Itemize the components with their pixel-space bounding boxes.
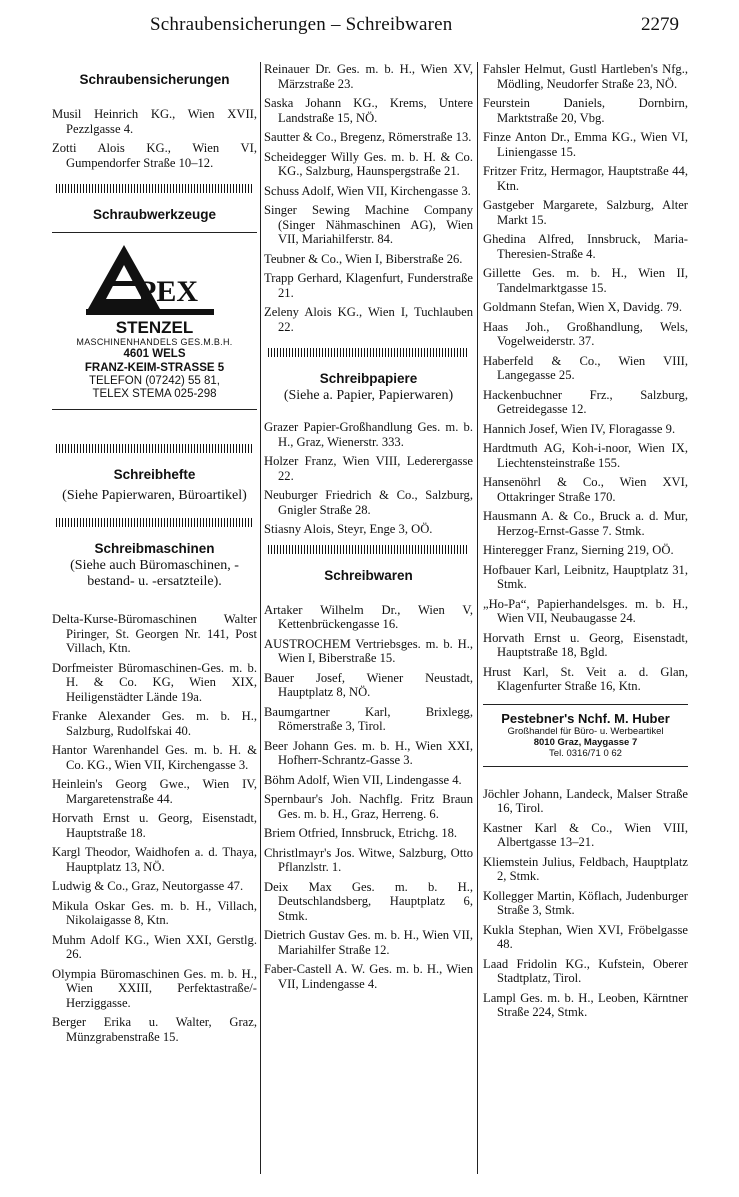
listing-entry: Muhm Adolf KG., Wien XXI, Gerstlg. 26. (52, 932, 257, 961)
section-heading-schreibwaren: Schreibwaren (324, 567, 413, 583)
listing-entry: Lampl Ges. m. b. H., Leoben, Kärntner Straße 224, Stmk. (483, 990, 688, 1019)
listing-entry: Haberfeld & Co., Wien VIII, Langegasse 25. (483, 353, 688, 382)
section-heading-schreibhefte: Schreibhefte (113, 467, 196, 482)
listing-entry: Hofbauer Karl, Leibnitz, Hauptplatz 31, Stmk. (483, 562, 688, 591)
section-separator (56, 444, 253, 453)
listing-entry: Beer Johann Ges. m. b. H., Wien XXI, Hofherr-Schrantz-Gasse 3. (264, 738, 473, 767)
listing-entry: Berger Erika u. Walter, Graz, Münzgrabenstraße 15. (52, 1015, 257, 1044)
section-separator (56, 518, 253, 527)
listing-entry: Zeleny Alois KG., Wien I, Tuchlauben 22. (264, 305, 473, 334)
listing-entry: Mikula Oskar Ges. m. b. H., Villach, Nikolaigasse 8, Ktn. (52, 898, 257, 927)
apex-telex: TELEX STEMA 025-298 (92, 388, 217, 400)
apex-phone: TELEFON (07242) 55 81, (88, 375, 221, 387)
listing-entry: Baumgartner Karl, Brixlegg, Römerstraße 3, Tirol. (264, 704, 473, 733)
listing-entry: Schuss Adolf, Wien VII, Kirchengasse 3. (264, 183, 471, 198)
listing-entry: Horvath Ernst u. Georg, Eisenstadt, Hauptstraße 18. (52, 811, 257, 840)
listing-entry: Scheidegger Willy Ges. m. b. H. & Co. KG., Salzburg, Haunspergstraße 21. (264, 149, 473, 178)
listing-entry: „Ho-Pa“, Papierhandelsges. m. b. H., Wien VII, Neubaugasse 24. (483, 596, 688, 625)
listing-entry: Kukla Stephan, Wien XVI, Fröbelgasse 48. (483, 922, 688, 951)
page-title: Schraubensicherungen – Schreibwaren (150, 14, 453, 35)
listing-entry: Hackenbuchner Frz., Salzburg, Getreidegasse 12. (483, 387, 688, 416)
listing-entry: Fahsler Helmut, Gustl Hartleben's Nfg., Mödling, Neudorfer Straße 23, NÖ. (483, 62, 688, 91)
apex-company-type: MASCHINENHANDELS GES.M.B.H. (76, 337, 233, 347)
listing-entry: Delta-Kurse-Büromaschinen Walter Piringer, St. Georgen Nr. 141, Post Villach, Ktn. (52, 612, 257, 655)
listing-entry: Grazer Papier-Großhandlung Ges. m. b. H., Graz, Wienerstr. 333. (264, 420, 473, 449)
listing-entry: Kargl Theodor, Waidhofen a. d. Thaya, Hauptplatz 13, NÖ. (52, 845, 257, 874)
spacer (264, 589, 473, 603)
apex-logo-text: PEX (137, 275, 198, 308)
section-heading-schraubensicherungen: Schraubensicherungen (79, 72, 230, 87)
listing-entry: Ghedina Alfred, Innsbruck, Maria-Theresien-Straße 4. (483, 232, 688, 261)
listing-entry: Hausmann A. & Co., Bruck a. d. Mur, Herzog-Ernst-Gasse 7. Stmk. (483, 509, 688, 538)
listing-entry: Trapp Gerhard, Klagenfurt, Funderstraße 21. (264, 271, 473, 300)
listing-entry: Zotti Alois KG., Wien VI, Gumpendorfer Straße 10–12. (52, 141, 257, 170)
listing-entry: Artaker Wilhelm Dr., Wien V, Kettenbrückengasse 16. (264, 602, 473, 631)
apex-company-name: STENZEL (115, 318, 194, 337)
listing-entry: Feurstein Daniels, Dornbirn, Marktstraße 20, Vbg. (483, 96, 688, 125)
listing-entry: Gillette Ges. m. b. H., Wien II, Tandelmarktgasse 15. (483, 266, 688, 295)
spacer (264, 412, 473, 420)
listing-entry: Neuburger Friedrich & Co., Salzburg, Gnigler Straße 28. (264, 488, 473, 517)
listing-entry: Reinauer Dr. Ges. m. b. H., Wien XV, Märzstraße 23. (264, 62, 473, 91)
cross-reference: (Siehe Papierwaren, Büroartikel) (62, 488, 247, 503)
section-heading-schreibpapiere: Schreibpapiere (319, 371, 418, 386)
pestebner-description: Großhandel für Büro- u. Werbeartikel (507, 725, 664, 737)
section-heading-schraubwerkzeuge: Schraubwerkzeuge (92, 207, 217, 222)
listing-entry: Dietrich Gustav Ges. m. b. H., Wien VII, Mariahilfer Straße 12. (264, 928, 473, 957)
pestebner-address: 8010 Graz, Maygasse 7 (533, 736, 638, 748)
listing-entry: Saska Johann KG., Krems, Untere Landstraße 15, NÖ. (264, 96, 473, 125)
spacer (52, 93, 257, 107)
spacer (52, 416, 257, 430)
section-separator (56, 184, 253, 193)
column-divider-1 (260, 62, 261, 1174)
listing-entry: Sautter & Co., Bregenz, Römerstraße 13. (264, 130, 472, 144)
column-1 (52, 62, 257, 1177)
listing-entry: Stiasny Alois, Steyr, Enge 3, OÖ. (264, 522, 433, 536)
listing-entry: Hannich Josef, Wien IV, Floragasse 9. (483, 421, 676, 436)
section-separator (268, 348, 469, 357)
listing-entry: Musil Heinrich KG., Wien XVII, Pezzlgasse 4. (52, 107, 257, 136)
advertisement-pestebner (483, 704, 688, 767)
listing-entry: Hrust Karl, St. Veit a. d. Glan, Klagenfurter Straße 16, Ktn. (483, 664, 688, 693)
listing-entry: Hinteregger Franz, Sierning 219, OÖ. (483, 543, 674, 557)
listing-entry: AUSTROCHEM Vertriebsges. m. b. H., Wien I, Biberstraße 15. (264, 636, 473, 665)
listing-entry: Bauer Josef, Wiener Neustadt, Hauptplatz 8, NÖ. (264, 670, 473, 699)
listing-entry: Kollegger Martin, Köflach, Judenburger Straße 3, Stmk. (483, 888, 688, 917)
listing-entry: Kastner Karl & Co., Wien VIII, Albertgasse 13–21. (483, 820, 688, 849)
listing-entry: Goldmann Stefan, Wien X, Davidg. 79. (483, 300, 682, 314)
listing-entry: Teubner & Co., Wien I, Biberstraße 26. (264, 251, 463, 266)
listing-entry: Olympia Büromaschinen Ges. m. b. H., Wien XXIII, Perfektastraße/-Herziggasse. (52, 966, 257, 1010)
listing-entry: Christlmayr's Jos. Witwe, Salzburg, Otto Pflanzlstr. 1. (264, 845, 473, 874)
listing-entry: Fritzer Fritz, Hermagor, Hauptstraße 44, Ktn. (483, 164, 688, 193)
page-number: 2279 (641, 14, 679, 35)
listing-entry: Böhm Adolf, Wien VII, Lindengasse 4. (264, 772, 462, 787)
cross-reference: (Siehe a. Papier, Papierwaren) (283, 388, 454, 403)
pestebner-company-name: Pestebner's Nchf. M. Huber (501, 710, 670, 726)
listing-entry: Horvath Ernst u. Georg, Eisenstadt, Hauptstraße 18, Bgld. (483, 630, 688, 659)
listing-entry: Spernbaur's Joh. Nachflg. Fritz Braun Ges. m. b. H., Graz, Herreng. 6. (264, 792, 473, 821)
listing-entry: Singer Sewing Machine Company (Singer Nähmaschinen AG), Wien VII, Mariahilferstr. 84. (264, 203, 473, 246)
pestebner-phone: Tel. 0316/71 0 62 (549, 747, 622, 759)
listing-entry: Haas Joh., Großhandlung, Wels, Vogelweiderstr. 37. (483, 319, 688, 348)
listing-entry: Finze Anton Dr., Emma KG., Wien VI, Liniengasse 15. (483, 130, 688, 159)
listing-entry: Heinlein's Georg Gwe., Wien IV, Margaretenstraße 44. (52, 777, 257, 806)
cross-reference: (Siehe auch Büromaschinen, -bestand- u. -ersatzteile). (70, 558, 239, 589)
section-separator (268, 545, 469, 554)
page-header (0, 8, 739, 42)
column-3 (483, 62, 688, 1177)
listing-entry: Gastgeber Margarete, Salzburg, Alter Markt 15. (483, 198, 688, 227)
listing-entry: Hansenöhrl & Co., Wien XVI, Ottakringer Straße 170. (483, 475, 688, 504)
advertisement-apex-stenzel (52, 232, 257, 410)
listing-entry: Hardtmuth AG, Koh-i-noor, Wien IX, Liechtensteinstraße 155. (483, 441, 688, 470)
column-divider-2 (477, 62, 478, 1174)
listing-entry: Dorfmeister Büromaschinen-Ges. m. b. H. & Co. KG, Wien XIX, Heiligenstädter Lände 19a. (52, 660, 257, 704)
listing-entry: Faber-Castell A. W. Ges. m. b. H., Wien VII, Lindengasse 4. (264, 962, 473, 991)
listing-entry: Franke Alexander Ges. m. b. H., Salzburg, Rudolfskai 40. (52, 709, 257, 738)
listing-entry: Briem Otfried, Innsbruck, Etrichg. 18. (264, 826, 458, 840)
listing-entry: Hantor Warenhandel Ges. m. b. H. & Co. KG., Wien VII, Kirchengasse 3. (52, 743, 257, 772)
listing-entry: Kliemstein Julius, Feldbach, Hauptplatz 2, Stmk. (483, 854, 688, 883)
column-2 (264, 62, 473, 1177)
apex-street: FRANZ-KEIM-STRASSE 5 (84, 361, 225, 374)
apex-city: 4601 WELS (123, 348, 186, 360)
section-heading-schreibmaschinen: Schreibmaschinen (94, 541, 215, 556)
spacer (52, 598, 257, 612)
listing-entry: Laad Fridolin KG., Kufstein, Oberer Stadtplatz, Tirol. (483, 956, 688, 985)
apex-logo-icon (80, 239, 230, 317)
listing-entry: Ludwig & Co., Graz, Neutorgasse 47. (52, 879, 244, 893)
listing-entry: Jöchler Johann, Landeck, Malser Straße 16, Tirol. (483, 786, 688, 815)
listing-entry: Deix Max Ges. m. b. H., Deutschlandsberg, Hauptplatz 6, Stmk. (264, 879, 473, 923)
listing-entry: Holzer Franz, Wien VIII, Lederergasse 22. (264, 454, 473, 483)
